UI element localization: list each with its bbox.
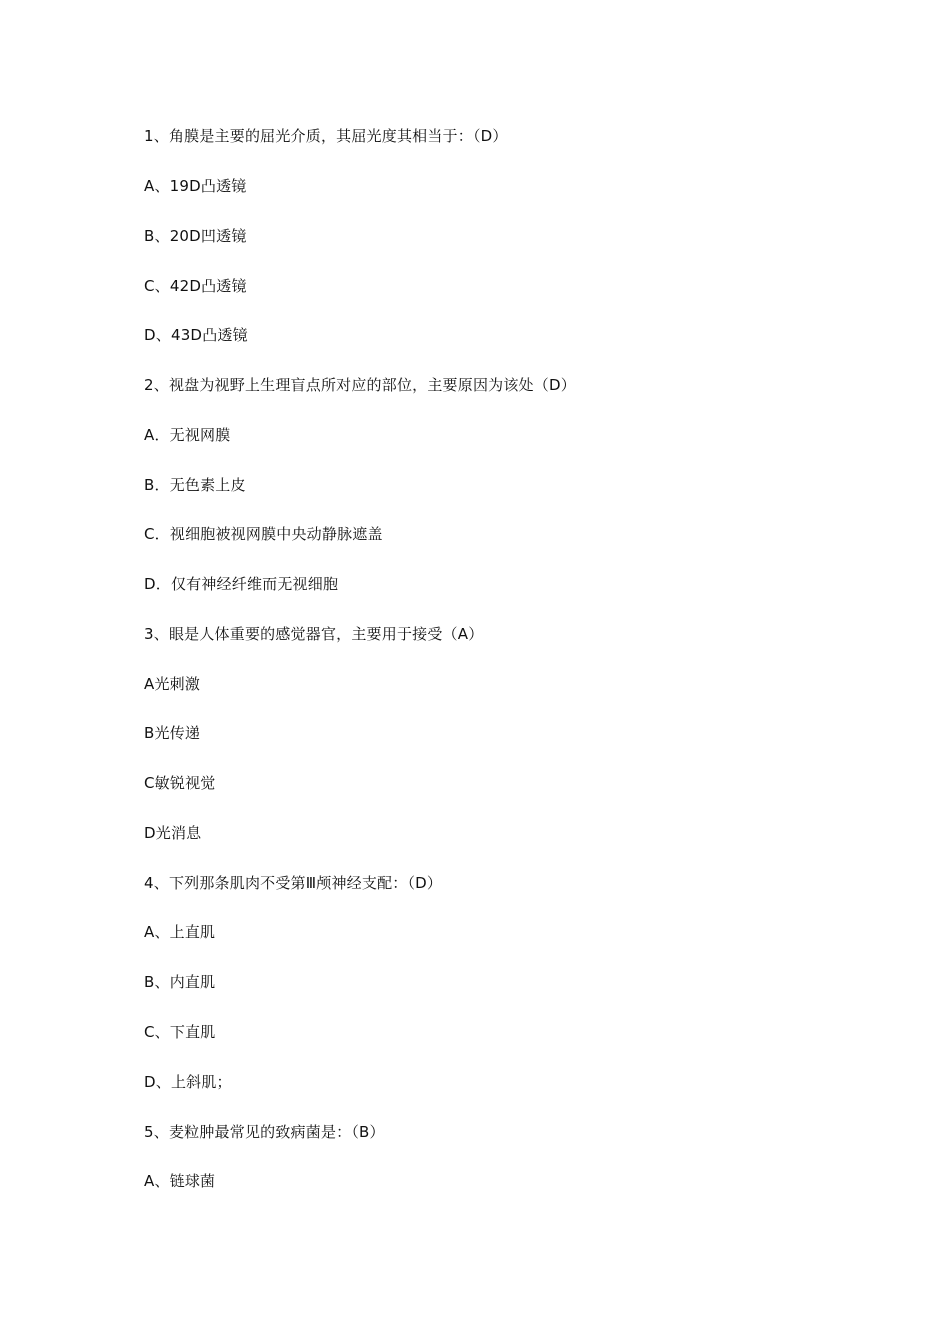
question-3-stem: 3、眼是人体重要的感觉器官，主要用于接受（A）	[144, 625, 484, 643]
question-1-option-b: B、20D凹透镜	[144, 227, 247, 245]
question-2-option-c: C．视细胞被视网膜中央动静脉遮盖	[144, 525, 383, 543]
question-4-stem: 4、下列那条肌肉不受第Ⅲ颅神经支配：（D）	[144, 874, 443, 892]
question-2-option-b: B．无色素上皮	[144, 476, 246, 494]
question-2-option-a: A．无视网膜	[144, 426, 231, 444]
question-4-option-c: C、下直肌	[144, 1023, 216, 1041]
question-2-option-d: D．仅有神经纤维而无视细胞	[144, 575, 339, 593]
question-1-stem: 1、角膜是主要的屈光介质，其屈光度其相当于：（D）	[144, 127, 508, 145]
question-4-option-b: B、内直肌	[144, 973, 216, 991]
question-5-option-a: A、链球菌	[144, 1172, 216, 1190]
question-5-stem: 5、麦粒肿最常见的致病菌是：（B）	[144, 1123, 385, 1141]
question-2-stem: 2、视盘为视野上生理盲点所对应的部位，主要原因为该处（D）	[144, 376, 576, 394]
question-1-option-c: C、42D凸透镜	[144, 277, 247, 295]
question-4-option-a: A、上直肌	[144, 923, 216, 941]
question-4-option-d: D、上斜肌；	[144, 1073, 232, 1091]
question-3-option-c: C敏锐视觉	[144, 774, 216, 792]
question-3-option-b: B光传递	[144, 724, 201, 742]
question-1-option-d: D、43D凸透镜	[144, 326, 248, 344]
question-1-option-a: A、19D凸透镜	[144, 177, 247, 195]
question-3-option-d: D光消息	[144, 824, 202, 842]
question-3-option-a: A光刺激	[144, 675, 201, 693]
